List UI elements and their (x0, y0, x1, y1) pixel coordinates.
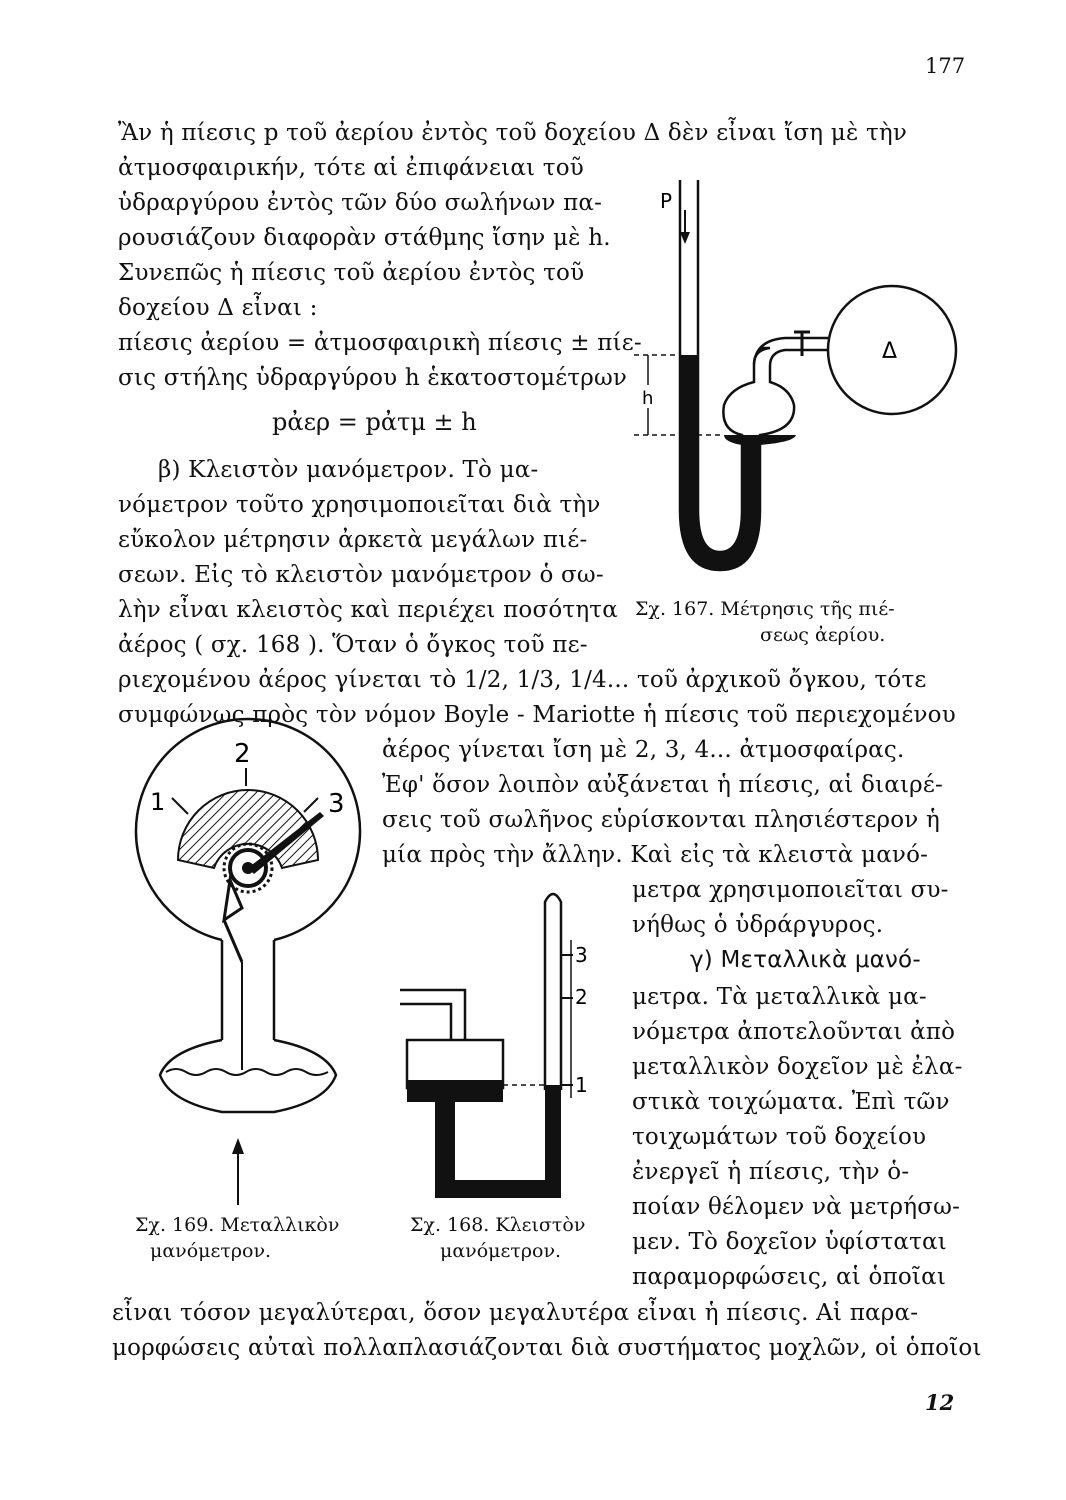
text-line: παραμορφώσεις, αἱ ὁποῖαι (632, 1264, 947, 1290)
text-line: Ἂν ἡ πίεσις p τοῦ ἀερίου ἐντὸς τοῦ δοχείου Δ δὲν εἶναι ἴση μὲ τὴν (118, 120, 908, 146)
figure-167-caption: σεως ἀερίου. (760, 624, 886, 646)
figure-168-caption: Σχ. 168. Κλειστὸν (410, 1214, 586, 1236)
text-line: μετρα χρησιμοποιεῖται συ- (632, 877, 949, 903)
text-line: ριεχομένου ἀέρος γίνεται τὸ 1/2, 1/3, 1/4... τοῦ ἀρχικοῦ ὄγκου, τότε (118, 667, 927, 693)
text-line: ὑδραργύρου ἐντὸς τῶν δύο σωλήνων πα- (118, 190, 603, 216)
text-line: στικὰ τοιχώματα. Ἐπὶ τῶν (632, 1089, 950, 1115)
text-line: μεταλλικὸν δοχεῖον μὲ ἐλα- (632, 1054, 963, 1080)
text-line: λὴν εἶναι κλειστὸς καὶ περιέχει ποσότητα (118, 597, 618, 623)
text-line: τοιχωμάτων τοῦ δοχείου (632, 1124, 927, 1150)
figure-169-metallic-manometer (130, 740, 370, 1210)
pressure-arrow-head (680, 232, 690, 244)
mercury-column (680, 355, 760, 570)
text-line: ποίαν θέλομεν νὰ μετρήσω- (632, 1194, 961, 1220)
elastic-capsule (160, 1040, 336, 1112)
text-line: ἀέρος ( σχ. 168 ). Ὅταν ὁ ὄγκος τοῦ πε- (118, 632, 588, 658)
dial-mark-3: 3 (328, 789, 345, 819)
membrane (166, 1069, 328, 1075)
text-line: Συνεπῶς ἡ πίεσις τοῦ ἀερίου ἐντὸς τοῦ (118, 260, 585, 286)
bulb-left (723, 348, 770, 445)
text-line: β) Κλειστὸν μανόμετρον. Τὸ μα- (158, 457, 539, 483)
text-line: πίεσις ἀερίου = ἀτμοσφαιρικὴ πίεσις ± πίε- (118, 330, 642, 356)
text-line: ἐνεργεῖ ἡ πίεσις, τὴν ὁ- (632, 1159, 910, 1185)
text-line: νόμετρον τοῦτο χρησιμοποιεῖται διὰ τὴν (118, 492, 601, 518)
text-line: μεν. Τὸ δοχεῖον ὑφίσταται (632, 1229, 948, 1255)
u-tube-inner (698, 180, 742, 552)
figure-167-caption: Σχ. 167. Μέτρησις τῆς πιέ- (635, 598, 895, 620)
label-h: h (642, 388, 654, 409)
closed-tube (545, 894, 561, 1090)
input-arrow-head (232, 1138, 244, 1154)
label-p: P (660, 189, 673, 213)
text-line: δοχείου Δ εἶναι : (118, 295, 318, 321)
bulb-mercury (724, 435, 796, 445)
pipe-bottom (770, 350, 828, 366)
page-number: 177 (925, 54, 966, 78)
text-line: νήθως ὁ ὑδράργυρος. (632, 912, 884, 938)
reservoir-mercury (407, 1080, 503, 1102)
inlet-pipe-outer (400, 990, 465, 1040)
bulb-right (760, 366, 794, 445)
scale-mark-2: 2 (575, 985, 588, 1009)
scale-mark-1: 1 (575, 1073, 588, 1097)
figure-168-caption: μανόμετρον. (440, 1240, 562, 1262)
text-line: μία πρὸς τὴν ἄλλην. Καὶ εἰς τὰ κλειστὰ μανό- (382, 842, 929, 868)
text-line: σις στήλης ὑδραργύρου h ἑκατοστομέτρων (118, 365, 628, 391)
dial-tick (172, 798, 188, 814)
text-line: συμφώνως πρὸς τὸν νόμον Boyle - Mariotte ἡ πίεσις τοῦ περιεχομένου (118, 702, 956, 728)
inlet-pipe-inner (400, 1004, 451, 1040)
dial-mark-1: 1 (150, 788, 166, 816)
figure-169-caption: Σχ. 169. Μεταλλικὸν (135, 1214, 340, 1236)
pressure-formula: pἀερ = pἀτμ ± h (272, 408, 477, 436)
dial-tick (304, 798, 318, 812)
text-line: ἀτμοσφαιρικήν, τότε αἱ ἐπιφάνειαι τοῦ (118, 155, 584, 181)
lever-rod (224, 920, 242, 962)
text-line: ρουσιάζουν διαφορὰν στάθμης ἴσην μὲ h. (118, 225, 611, 251)
text-line: σεων. Εἰς τὸ κλειστὸν μανόμετρον ὁ σω- (118, 562, 604, 588)
text-line: Ἐφ' ὅσον λοιπὸν αὐξάνεται ἡ πίεσις, αἱ διαιρέ- (382, 772, 943, 798)
text-line: μορφώσεις αὐταὶ πολλαπλασιάζονται διὰ συστήματος μοχλῶν, οἱ ὁποῖοι (112, 1335, 982, 1361)
label-delta: Δ (882, 339, 898, 364)
figure-168-closed-manometer (395, 880, 605, 1210)
text-line: σεις τοῦ σωλῆνος εὑρίσκονται πλησιέστερον ἡ (382, 807, 940, 833)
text-line: νόμετρα ἀποτελοῦνται ἀπὸ (632, 1019, 956, 1045)
text-line: ἀέρος γίνεται ἴση μὲ 2, 3, 4... ἀτμοσφαίρας. (382, 737, 905, 763)
text-line: μετρα. Τὰ μεταλλικὰ μα- (632, 984, 927, 1010)
figure-167-open-manometer (620, 180, 960, 600)
dial-mark-2: 2 (234, 739, 251, 769)
text-line: εἶναι τόσον μεγαλύτεραι, ὅσον μεγαλυτέρα εἶναι ἡ πίεσις. Αἱ παρα- (112, 1300, 919, 1326)
footer-number: 12 (925, 1390, 955, 1415)
text-line: εὔκολον μέτρησιν ἀρκετὰ μεγάλων πιέ- (118, 527, 588, 553)
text-line: γ) Μεταλλικὰ μανό- (690, 947, 921, 973)
figure-169-caption: μανόμετρον. (150, 1240, 272, 1262)
scale-mark-3: 3 (575, 943, 588, 967)
